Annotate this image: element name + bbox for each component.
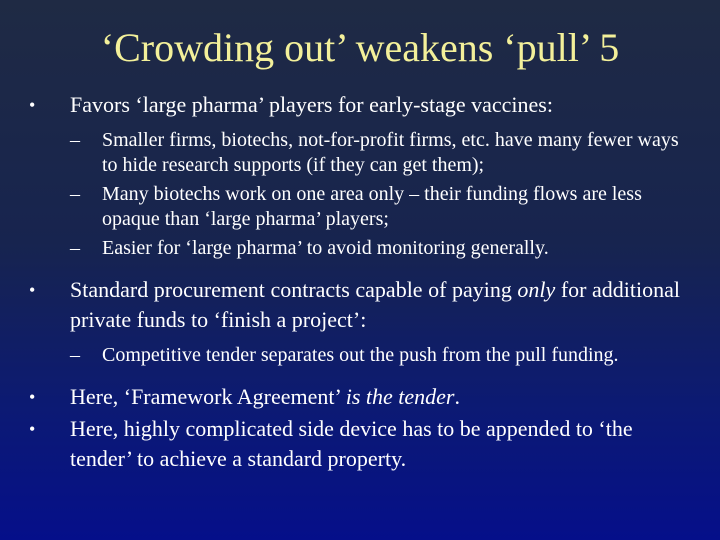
- bullet-standard-procurement: [26, 275, 680, 335]
- bullet-text-end: .: [454, 384, 460, 409]
- dash-mark: –: [70, 183, 80, 205]
- bullet-mark: •: [29, 419, 36, 439]
- bullet-large-pharma: [26, 90, 680, 120]
- dash-mark: –: [70, 237, 80, 259]
- slide-title: ‘Crowding out’ weakens ‘pull’ 5: [100, 25, 620, 70]
- sub-item-text: Competitive tender separates out the push from the pull funding.: [102, 344, 619, 366]
- sub-item: [26, 343, 680, 368]
- bullet-mark: •: [29, 95, 36, 115]
- bullet-text-end: for additional private funds to ‘finish a project’:: [70, 277, 680, 332]
- bullet-text: Favors ‘large pharma’ players for early-stage vaccines:: [70, 92, 553, 117]
- dash-mark: –: [70, 344, 80, 366]
- bullet-text: Here, highly complicated side device has to be appended to ‘the tender’ to achieve a standard property.: [70, 416, 633, 471]
- sub-item: [26, 182, 680, 232]
- bullet-mark: •: [29, 280, 36, 300]
- sub-item-text: Smaller firms, biotechs, not-for-profit firms, etc. have many fewer ways to hide research supports (if they can get them);: [102, 129, 679, 176]
- sub-item-text: Many biotechs work on one area only – their funding flows are less opaque than ‘large pharma’ players;: [102, 183, 642, 230]
- sub-item: [26, 128, 680, 178]
- dash-mark: –: [70, 129, 80, 151]
- sub-list-large-pharma: [26, 128, 680, 261]
- bullet-text-start: Standard procurement contracts capable of paying: [70, 277, 518, 302]
- bullet-text-emphasis: only: [517, 277, 556, 302]
- bullet-text-emphasis: is the tender: [345, 384, 455, 409]
- bullet-text-start: Here, ‘Framework Agreement’: [70, 384, 346, 409]
- bullet-side-device: [26, 414, 680, 474]
- sub-item-text: Easier for ‘large pharma’ to avoid monitoring generally.: [102, 237, 549, 259]
- slide-body: [26, 90, 680, 488]
- bullet-mark: •: [29, 387, 36, 407]
- sub-list-procurement: [26, 343, 680, 368]
- bullet-framework-agreement: [26, 382, 680, 412]
- sub-item: [26, 236, 680, 261]
